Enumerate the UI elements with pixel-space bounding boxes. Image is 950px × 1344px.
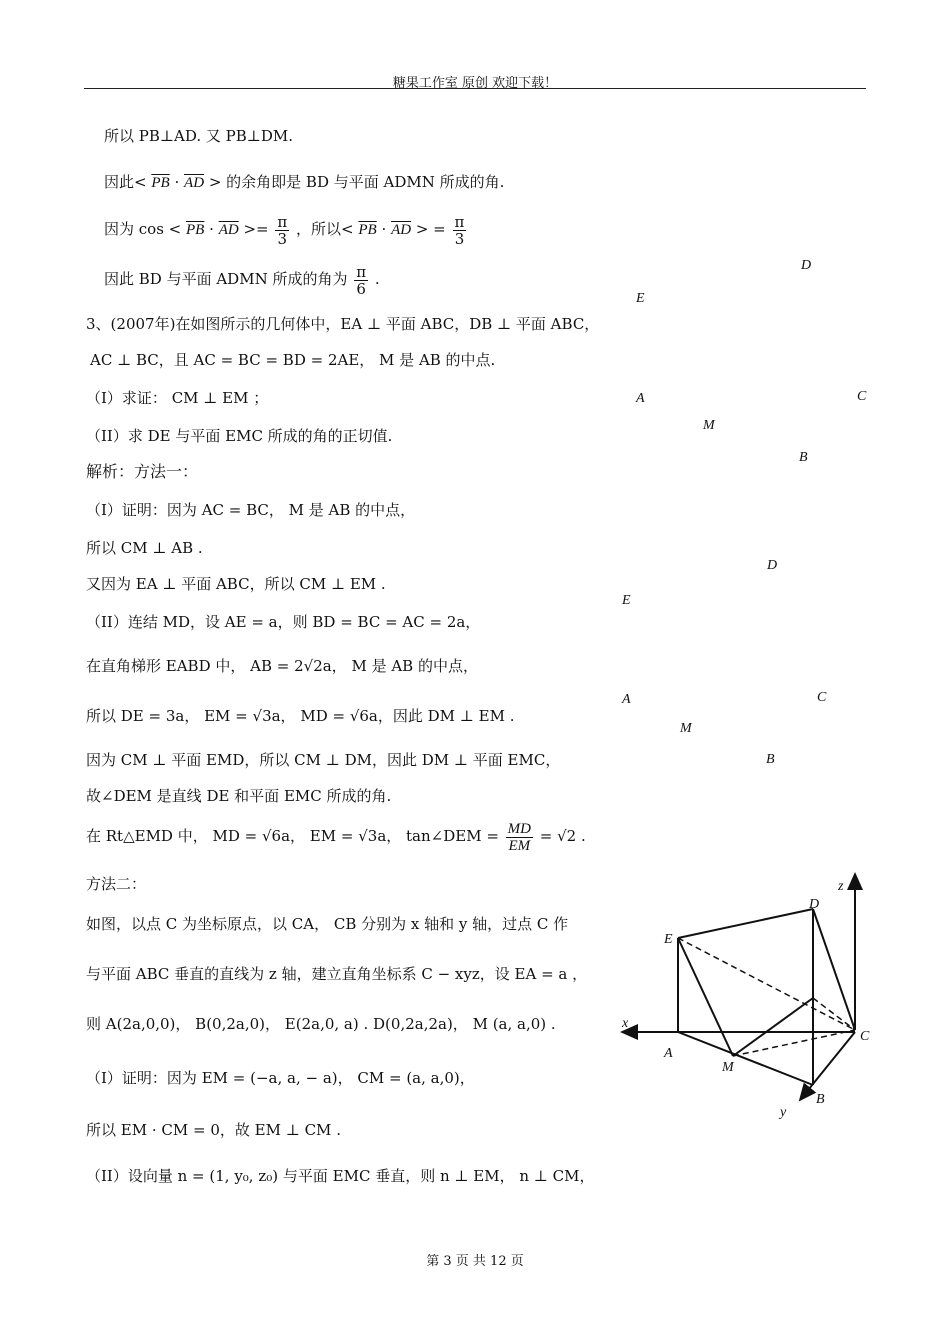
method-2-heading: 方法二： [86,875,147,893]
fraction-md-em: $\frac{MD}{EM}$ [507,820,531,854]
fraction-pi-3: $\frac{\pi}{3}$ [277,212,288,248]
dot: · [174,173,180,191]
dot: · [209,220,214,238]
label-m: M [722,1060,734,1075]
label-x: x [622,1016,629,1031]
vector-pb: $\overline{PB}$ [151,175,170,191]
fraction-pi-3b: $\frac{\pi}{3}$ [454,212,465,248]
fraction-pi-6: $\frac{\pi}{6}$ [356,262,367,298]
label-z: z [838,879,844,894]
solution-line-8: 故∠DEM 是直线 DE 和平面 EMC 所成的角. [86,787,392,805]
label-d: D [801,258,812,273]
header-rule [84,88,866,89]
problem-3-line-1: 3、(2007年)在如图所示的几何体中，EA ⊥ 平面 ABC，DB ⊥ 平面 ABC， [86,315,600,333]
solution-line-9 [86,818,586,854]
text-line-4 [104,262,380,297]
method-2-line-1: 如图，以点 C 为坐标原点，以 CA， CB 分别为 x 轴和 y 轴，过点 C 作 [86,915,569,933]
label-e: E [622,593,631,608]
vector-ad: $\overline{AD}$ [391,222,412,238]
label-m: M [703,418,715,433]
label-c: C [817,690,827,705]
l4-pre: 因此 BD 与平面 ADMN 所成的角为 [104,270,348,288]
page-footer: 第 3 页 共 12 页 [426,1254,524,1269]
solution-line-1: （I）证明：因为 AC = BC， M 是 AB 的中点， [86,501,416,519]
label-b: B [816,1092,825,1107]
vector-ad: $\overline{AD}$ [218,222,239,238]
label-b: B [766,752,775,767]
problem-3-question-2: （II）求 DE 与平面 EMC 所成的角的正切值. [86,427,393,445]
vector-pb: $\overline{PB}$ [358,222,377,238]
l2-post: > 的余角即是 BD 与平面 ADMN 所成的角. [208,173,505,191]
label-e: E [636,291,645,306]
text-line-1: 所以 PB⊥AD. 又 PB⊥DM. [104,127,293,145]
l4-post: . [374,270,380,288]
l2-pre: 因此< [104,173,147,191]
label-d: D [767,558,778,573]
l3-eq: >= [243,220,269,238]
s9-post: = √2 . [539,827,586,845]
solution-line-3: 又因为 EA ⊥ 平面 ABC，所以 CM ⊥ EM . [86,575,386,593]
label-e: E [664,932,673,947]
geometry-diagram [600,860,890,1130]
method-2-line-5: 所以 EM · CM = 0，故 EM ⊥ CM . [86,1121,341,1139]
solution-line-7: 因为 CM ⊥ 平面 EMD，所以 CM ⊥ DM，因此 DM ⊥ 平面 EMC， [86,751,561,769]
label-c: C [860,1029,870,1044]
problem-3-question-1: （I）求证： CM ⊥ EM ； [86,389,269,407]
label-m: M [680,721,692,736]
label-a: A [622,692,631,707]
label-a: A [636,391,645,406]
dot: · [381,220,387,238]
text-line-2 [104,172,504,193]
s9-pre: 在 Rt△EMD 中， MD = √6a， EM = √3a， tan∠DEM = [86,827,504,845]
label-y: y [780,1105,787,1120]
page-header: 糖果工作室 原创 欢迎下载！ [392,76,558,91]
label-d: D [809,897,820,912]
vector-pb: $\overline{PB}$ [186,222,205,238]
label-a: A [664,1046,673,1061]
solution-line-4: （II）连结 MD，设 AE = a，则 BD = BC = AC = 2a， [86,613,481,631]
l3-eq2: > = [415,220,446,238]
text-line-3 [104,212,468,247]
vector-ad: $\overline{AD}$ [184,175,205,191]
y-axis [800,1032,855,1100]
problem-3-line-2: AC ⊥ BC，且 AC = BC = BD = 2AE， M 是 AB 的中点. [90,351,496,369]
label-c: C [857,389,867,404]
label-b: B [799,450,808,465]
method-2-line-3: 则 A(2a,0,0)， B(0,2a,0)， E(2a,0, a) . D(0,2a,2a)， M (a, a,0) . [86,1015,556,1033]
method-2-line-4: （I）证明：因为 EM = (−a, a, − a)， CM = (a, a,0)， [86,1069,475,1087]
solution-line-5: 在直角梯形 EABD 中， AB = 2√2a， M 是 AB 的中点， [86,657,478,675]
l3-mid: ，所以< [296,220,354,238]
method-2-line-2: 与平面 ABC 垂直的直线为 z 轴，建立直角坐标系 C − xyz，设 EA = a ， [86,965,588,983]
method-2-line-6: （II）设向量 n = (1, y₀, z₀) 与平面 EMC 垂直，则 n ⊥ EM， n ⊥ CM， [86,1167,595,1185]
l3-pre: 因为 cos < [104,220,182,238]
solution-line-2: 所以 CM ⊥ AB . [86,539,203,557]
solution-heading: 解析：方法一： [86,462,199,481]
solution-line-6: 所以 DE = 3a， EM = √3a， MD = √6a，因此 DM ⊥ EM . [86,707,515,725]
